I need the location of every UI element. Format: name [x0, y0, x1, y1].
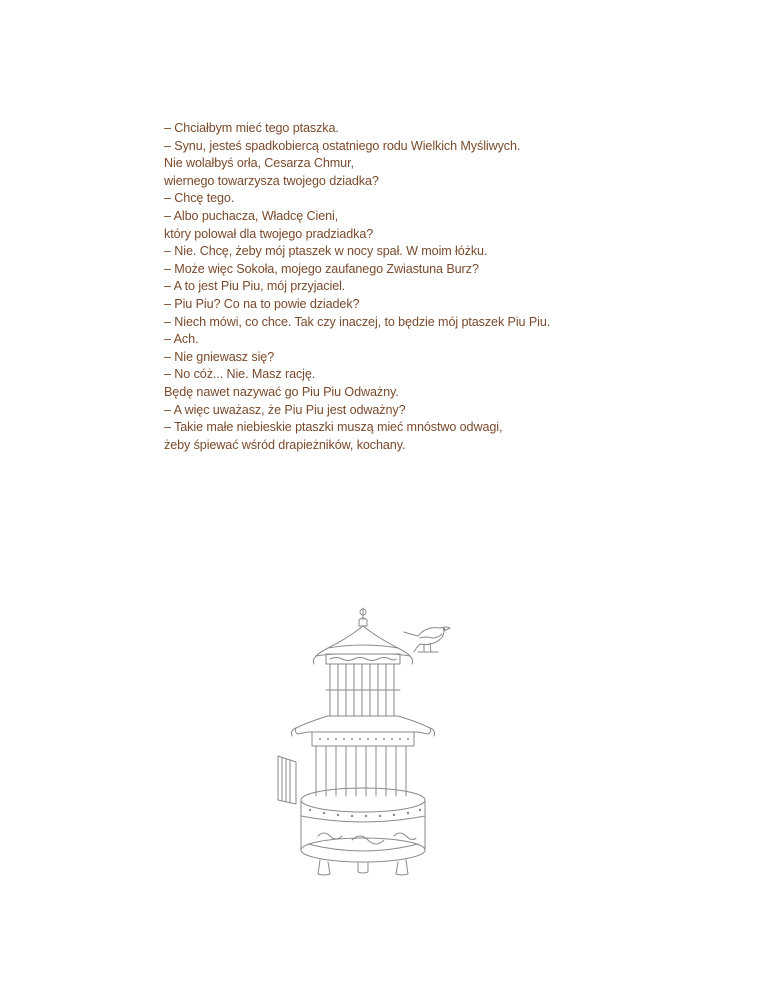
text-line: – Chciałbym mieć tego ptaszka. [164, 121, 339, 135]
text-line: Nie wolałbyś orła, Cesarza Chmur, [164, 156, 354, 171]
text-line: – Chcę tego. [164, 191, 235, 206]
text-line: – Takie małe niebieskie ptaszki muszą mieć mnóstwo odwagi, [164, 420, 503, 435]
text-line: który polował dla twojego pradziadka? [164, 226, 374, 241]
text-line: – No cóż... Nie. Masz rację. [164, 367, 316, 382]
text-line: – Niech mówi, co chce. Tak czy inaczej, to będzie mój ptaszek Piu Piu. [164, 314, 551, 329]
text-line: wiernego towarzysza twojego dziadka? [164, 173, 379, 188]
text-line: – A to jest Piu Piu, mój przyjaciel. [164, 279, 346, 294]
story-text [164, 120, 634, 454]
text-line: – Piu Piu? Co na to powie dziadek? [164, 296, 360, 311]
text-line: – Nie. Chcę, żeby mój ptaszek w nocy spał. W moim łóżku. [164, 244, 488, 259]
text-line: – A więc uważasz, że Piu Piu jest odważny? [164, 402, 406, 417]
text-line: – Synu, jesteś spadkobiercą ostatniego rodu Wielkich Myśliwych. [164, 138, 521, 153]
text-line: – Ach. [164, 332, 199, 347]
text-line: Będę nawet nazywać go Piu Piu Odważny. [164, 384, 399, 399]
text-line: żeby śpiewać wśród drapieżników, kochany. [164, 437, 406, 452]
text-line: – Nie gniewasz się? [164, 349, 275, 364]
text-line: – Może więc Sokoła, mojego zaufanego Zwiastuna Burz? [164, 261, 479, 276]
text-line: – Albo puchacza, Władcę Cieni, [164, 208, 339, 223]
birdcage-with-bird-icon [268, 604, 458, 889]
